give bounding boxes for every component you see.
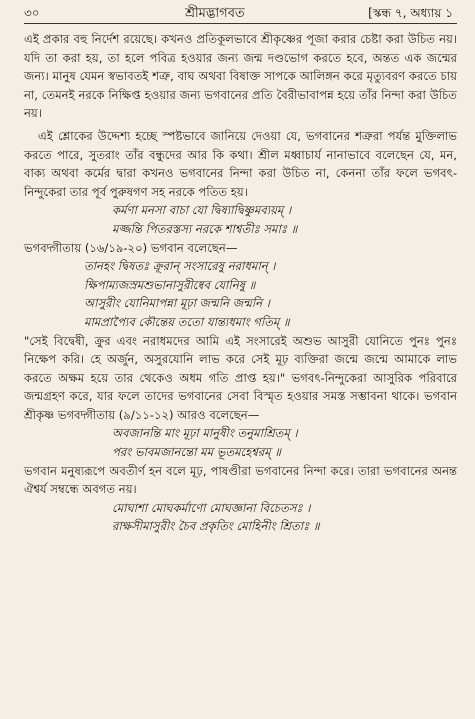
verse-line: অবজানন্তি মাং মূঢ়া মানুষীং তনুমাশ্রিতম্ ।: [112, 426, 298, 441]
paragraph-4: "সেই বিদ্বেষী, ক্রুর এবং নরাধমদের আমি এই সংসারেই অশুভ আসুরী যোনিতে পুনঃ পুনঃ নিক্ষেপ করি। হে অর্জুন, অসুরযোনি লাভ করে সেই মূঢ় ব্যক্তিরা জন্মে জন্মে আমাকে লাভ করতে অক্ষম হয়ে তার থেকেও অধম গতি প্রাপ্ত হয়।" ভগবৎ-নিন্দুকেরা আসুরিক পরিবারে জন্মগ্রহণ করে, যার ফলে তাদের ভগবানের সেবা বিস্মৃত হওয়ার সমস্ত সম্ভাবনা থাকে। ভগবান শ্রীকৃষ্ণ ভগবদ্গীতায় (৯/১১-১২) আরও বলেছেন—: [24, 333, 457, 422]
verse-line: আসুরীং যোনিমাপন্না মূঢ়া জন্মনি জন্মনি ।: [84, 296, 270, 311]
page-header: [24, 4, 457, 22]
chapter-location: [স্কন্ধ ৭, অধ্যায় ১: [368, 6, 453, 20]
paragraph-3: ভগবদ্গীতায় (১৬/১৯-২০) ভগবান বলেছেন—: [24, 240, 238, 255]
paragraph-1: এই প্রকার বহু নির্দেশ রয়েছে। কখনও প্রতিকূলভাবে শ্রীকৃষ্ণের পূজা করার চেষ্টা করা উচিত নয়। যদি তা করা হয়, তা হলে পবিত্র হওয়ার জন্য জন্ম দণ্ডভোগ করতে হবে, অন্তত এক জন্মের জন্য। মানুষ যেমন স্বভাবতই শত্রু, বাঘ অথবা বিষাক্ত সাপকে আলিঙ্গন করে মৃত্যুবরণ করতে চায় না, তেমনই নরকে নিক্ষিপ্ত হওয়ার জন্য ভগবানের প্রতি বৈরীভাবাপন্ন হয়ে তাঁর নিন্দা করা উচিত নয়।: [24, 32, 457, 121]
paragraph-2: এই শ্লোকের উদ্দেশ্য হচ্ছে স্পষ্টভাবে জানিয়ে দেওয়া যে, ভগবানের শত্রুরা পর্যন্ত মুক্তিলাভ করতে পারে, সুতরাং তাঁর বন্ধুদের আর কি কথা। শ্রীল মধ্বাচার্য নানাভাবে বলেছেন যে, মন, বাক্য অথবা কর্মের দ্বারা কখনও ভগবানের নিন্দা করা উচিত না, কেননা তাঁর ফলে ভগবৎ-নিন্দুকেরা তার পূর্ব পুরুষগণ সহ নরকে পতিত হয়।: [24, 128, 457, 199]
verse-line: রাক্ষসীমাসুরীং চৈব প্রকৃতিং মোহিনীং শ্রিতাঃ ॥: [112, 519, 320, 534]
verse-line: কর্মণা মনসা বাচা যো দ্বিষ্যাদ্বিষ্ণুমব্যয়ম্ ।: [112, 203, 292, 218]
verse-line: মামপ্রাপ্যৈব কৌন্তেয় ততো যান্ত্যধমাং গতিম্ ॥: [84, 314, 290, 329]
verse-line: মজ্জন্তি পিতরস্তস্য নরকে শাশ্বতীঃ সমাঃ ॥: [112, 221, 298, 236]
verse-line: ক্ষিপাম্যজস্রমশুভানাসুরীষ্বেব যোনিষু ॥: [84, 277, 256, 292]
paragraph-5: ভগবান মনুষ্যরূপে অবতীর্ণ হন বলে মূঢ়, পাষণ্ডীরা ভগবানের নিন্দা করে। তারা ভগবানের অনন্ত ঐশ্বর্য সম্বন্ধে অবগত নয়।: [24, 463, 457, 497]
verse-line: মোঘাশা মোঘকর্মাণো মোঘজ্ঞানা বিচেতসঃ ।: [112, 500, 311, 515]
book-title: শ্রীমদ্ভাগবত: [185, 6, 245, 21]
page-number: ৩০: [24, 6, 40, 20]
verse-line: পরং ভাবমজানন্তো মম ভূতমহেশ্বরম্ ॥: [112, 445, 281, 460]
verse-line: তানহং দ্বিষতঃ ক্রূরান্ সংসারেষু নরাধমান্ ।: [84, 259, 276, 274]
